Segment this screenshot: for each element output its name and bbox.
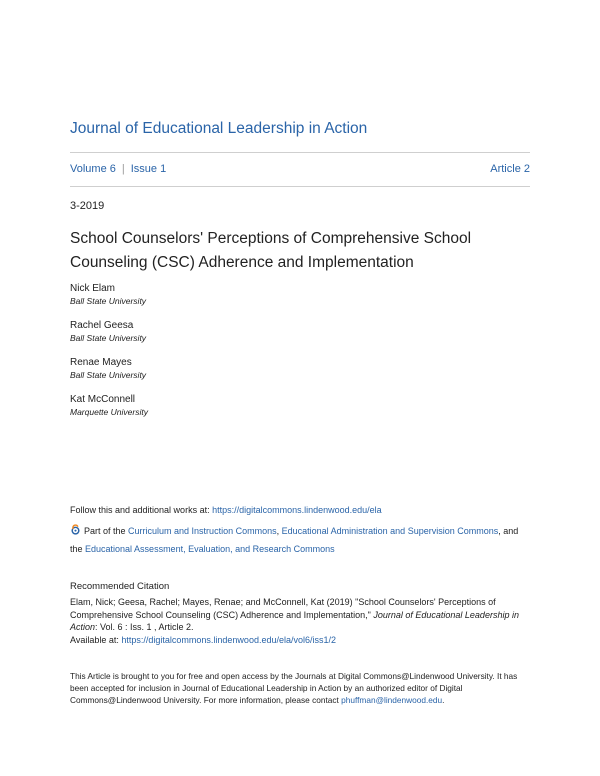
recommended-citation-heading: Recommended Citation: [70, 581, 170, 592]
author-affiliation: Ball State University: [70, 370, 147, 380]
issue-info-row: [70, 163, 530, 175]
author-entry: [70, 319, 370, 356]
author-name: Kat McConnell: [70, 394, 136, 405]
access-notice: [70, 670, 532, 706]
volume-link[interactable]: Volume 6: [70, 163, 116, 175]
top-divider: [70, 152, 530, 153]
author-name: Nick Elam: [70, 283, 116, 294]
bottom-divider: [70, 186, 530, 187]
part-of-commons: [70, 522, 530, 558]
citation-volume-info: : Vol. 6 : Iss. 1 , Article 2.: [95, 622, 194, 632]
commons-link-educational-assessment[interactable]: Educational Assessment, Evaluation, and Research Commons: [85, 544, 335, 554]
available-label: Available at:: [70, 634, 122, 645]
author-entry: [70, 393, 370, 430]
article-title: School Counselors' Perceptions of Comprehensive School Counseling (CSC) Adherence and Implementation: [70, 230, 472, 271]
author-entry: [70, 356, 370, 393]
author-affiliation: Marquette University: [70, 407, 148, 417]
open-access-icon: [70, 524, 81, 535]
author-name: Rachel Geesa: [70, 320, 134, 331]
contact-email-link[interactable]: phuffman@lindenwood.edu: [341, 695, 443, 705]
author-entry: [70, 282, 370, 319]
issue-link[interactable]: Issue 1: [130, 163, 167, 175]
citation-text: [70, 596, 532, 646]
author-list: [70, 282, 370, 430]
commons-separator: , and the: [70, 526, 519, 554]
commons-separator: ,: [276, 526, 282, 536]
author-affiliation: Ball State University: [70, 296, 147, 306]
citation-url-link[interactable]: https://digitalcommons.lindenwood.edu/ela/vol6/iss1/2: [121, 634, 336, 645]
part-of-prefix: Part of the: [84, 526, 129, 536]
access-notice-text: This Article is brought to you for free and open access by the Journals at Digital Commons@Lindenwood University. It has been accepted for inclusion in Journal of Educational Leadership in Action by an authorized editor of Digital Commons@Lindenwood University. For more information, please contact: [70, 671, 518, 705]
author-affiliation: Ball State University: [70, 333, 147, 343]
access-notice-end: .: [442, 695, 445, 705]
follow-line: [70, 505, 530, 515]
follow-label: Follow this and additional works at:: [70, 505, 213, 515]
follow-url-link[interactable]: https://digitalcommons.lindenwood.edu/ela: [212, 505, 382, 515]
volume-issue-group: [70, 163, 166, 175]
publication-date: 3-2019: [70, 200, 105, 212]
journal-title-link[interactable]: Journal of Educational Leadership in Action: [70, 120, 368, 137]
commons-link-curriculum[interactable]: Curriculum and Instruction Commons: [128, 526, 277, 536]
citation-authors-title: Elam, Nick; Geesa, Rachel; Mayes, Renae; and McConnell, Kat (2019) "School Counselors' Perceptions of Comprehensive School Counseling (CSC) Adherence and Implementation,": [70, 597, 496, 620]
volume-issue-separator: |: [121, 163, 125, 175]
article-number-link[interactable]: Article 2: [490, 163, 530, 175]
commons-link-educational-administration[interactable]: Educational Administration and Supervision Commons: [281, 526, 499, 536]
author-name: Renae Mayes: [70, 357, 132, 368]
citation-journal: Journal of Educational Leadership in Action: [70, 609, 519, 632]
